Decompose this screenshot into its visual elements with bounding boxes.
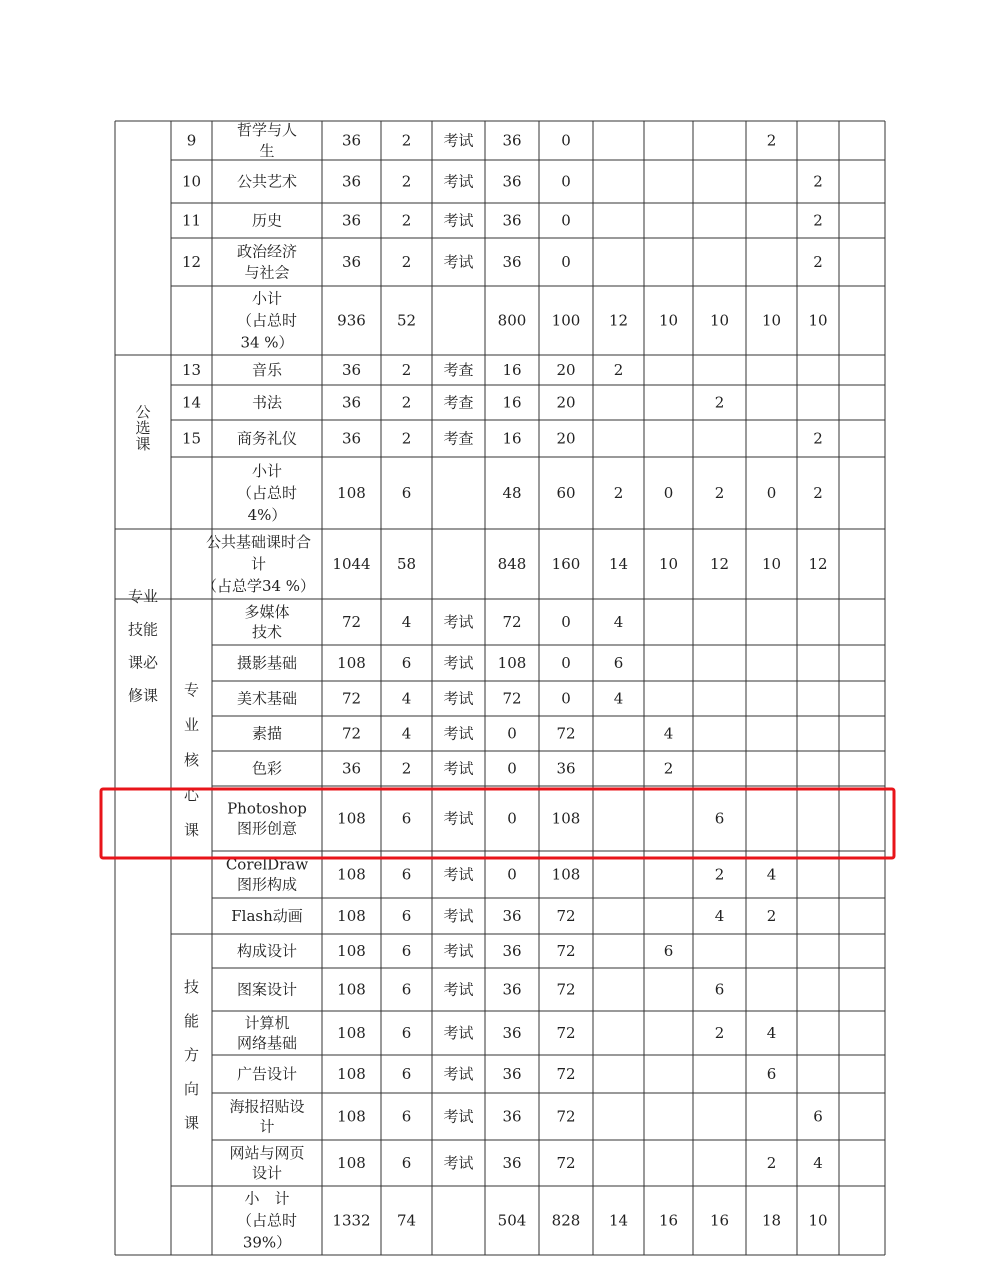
cell-practice: 72	[556, 1065, 576, 1083]
cell-theory: 36	[502, 253, 522, 271]
cell-s2: 10	[658, 311, 679, 330]
cell-credits: 6	[401, 1107, 412, 1126]
cell-s4: 4	[766, 865, 777, 884]
cell-s1: 4	[613, 613, 624, 631]
cell-hours: 108	[337, 809, 366, 828]
cell-s4: 10	[761, 311, 782, 330]
skill-group-label: 技能方向课	[183, 978, 200, 1132]
cell-assess: 考试	[443, 1154, 474, 1172]
cell-theory: 36	[502, 980, 522, 999]
cell-assess: 考试	[443, 942, 474, 960]
cell-hours: 36	[341, 211, 362, 230]
cell-assess: 考查	[443, 429, 474, 448]
cell-s3: 10	[709, 311, 730, 330]
cell-practice: 72	[556, 942, 576, 960]
cell-hours: 1332	[332, 1211, 371, 1230]
cell-course: 摄影基础	[236, 654, 298, 672]
cell-theory: 36	[502, 1107, 522, 1126]
cell-hours: 1044	[332, 555, 371, 573]
cell-s1: 12	[608, 311, 629, 330]
cell-credits: 2	[401, 429, 412, 448]
cell-course: Photoshop 图形创意	[227, 799, 307, 838]
cell-course: 美术基础	[236, 689, 298, 708]
cell-no: 10	[181, 172, 202, 191]
cell-practice: 20	[556, 361, 576, 379]
cell-hours: 36	[341, 253, 362, 271]
cell-credits: 2	[401, 211, 412, 230]
cell-s3: 2	[714, 865, 725, 884]
cell-s4: 10	[761, 555, 782, 573]
cell-no: 13	[181, 361, 202, 379]
cell-s5: 2	[813, 253, 823, 271]
elective-group-label: 公选课	[135, 403, 151, 453]
cell-s1: 2	[613, 361, 624, 379]
cell-credits: 6	[401, 1154, 412, 1172]
cell-course: 历史	[251, 211, 283, 230]
cell-assess: 考试	[443, 907, 474, 925]
cell-course: 多媒体技术	[244, 603, 290, 641]
cell-s5: 12	[808, 555, 828, 573]
cell-theory: 36	[502, 907, 522, 925]
cell-credits: 6	[401, 1024, 412, 1042]
cell-theory: 36	[502, 131, 522, 150]
subtotal-label: 小 计（占总时 39%）	[236, 1189, 298, 1252]
cell-s3: 2	[714, 484, 725, 502]
cell-assess: 考试	[443, 613, 474, 631]
cell-credits: 4	[401, 613, 412, 631]
cell-hours: 108	[337, 1024, 366, 1042]
cell-hours: 108	[337, 484, 366, 502]
cell-practice: 0	[561, 131, 571, 150]
cell-course: 音乐	[251, 361, 283, 379]
cell-s4: 18	[761, 1211, 782, 1230]
cell-theory: 36	[502, 1065, 522, 1083]
cell-theory: 36	[502, 211, 522, 230]
cell-course: 色彩	[251, 759, 283, 778]
cell-course: CorelDraw 图形构成	[225, 855, 309, 894]
cell-practice: 72	[556, 724, 576, 743]
cell-no: 11	[181, 211, 202, 230]
cell-credits: 2	[401, 361, 412, 379]
cell-course: 哲学与人生	[236, 121, 298, 160]
cell-practice: 72	[556, 1024, 576, 1042]
cell-course: 图案设计	[236, 980, 298, 999]
cell-assess: 考查	[443, 361, 474, 379]
cell-s5: 2	[813, 172, 823, 191]
cell-s2: 6	[663, 942, 674, 960]
cell-practice: 0	[561, 211, 571, 230]
cell-hours: 108	[337, 1065, 366, 1083]
cell-theory: 848	[497, 555, 527, 573]
cell-no: 14	[181, 393, 202, 412]
cell-theory: 0	[507, 724, 517, 743]
subtotal-label: 小计（占总时 4%）	[236, 462, 298, 524]
subtotal-label: 小计（占总时 34 %）	[236, 289, 298, 352]
cell-s3: 2	[714, 1024, 725, 1042]
cell-practice: 0	[561, 654, 571, 672]
cell-theory: 16	[502, 361, 522, 379]
cell-s5: 2	[813, 429, 823, 448]
cell-s2: 0	[663, 484, 674, 502]
cell-assess: 考查	[443, 393, 474, 412]
cell-course: 书法	[251, 393, 283, 412]
cell-practice: 36	[556, 759, 576, 778]
cell-credits: 4	[401, 689, 412, 708]
cell-assess: 考试	[443, 724, 474, 743]
cell-hours: 36	[341, 172, 362, 191]
cell-s4: 4	[766, 1024, 777, 1042]
cell-s2: 4	[663, 724, 674, 743]
cell-credits: 6	[401, 809, 412, 828]
cell-credits: 74	[396, 1211, 417, 1230]
cell-hours: 36	[341, 759, 362, 778]
cell-hours: 108	[337, 1107, 366, 1126]
cell-course: 海报招贴设计	[229, 1097, 305, 1136]
cell-credits: 2	[401, 131, 412, 150]
cell-theory: 16	[502, 393, 522, 412]
cell-credits: 2	[401, 393, 412, 412]
cell-s3: 6	[714, 980, 725, 999]
cell-theory: 0	[507, 759, 517, 778]
cell-s1: 14	[608, 555, 629, 573]
cell-s2: 16	[658, 1211, 679, 1230]
cell-hours: 936	[337, 311, 366, 330]
professional-group-label: 专业技能课必修课	[127, 587, 159, 705]
cell-practice: 108	[551, 809, 581, 828]
cell-s1: 6	[613, 654, 624, 672]
highlight-box	[101, 789, 894, 858]
cell-credits: 6	[401, 942, 412, 960]
cell-hours: 36	[341, 429, 362, 448]
cell-assess: 考试	[443, 689, 474, 708]
cell-s3: 4	[714, 907, 725, 925]
cell-credits: 6	[401, 865, 412, 884]
cell-credits: 6	[401, 484, 412, 502]
core-group-label: 专业核心课	[183, 681, 200, 839]
cell-s1: 14	[608, 1211, 629, 1230]
cell-s5: 2	[813, 211, 823, 230]
cell-theory: 72	[502, 689, 522, 708]
cell-hours: 36	[341, 393, 362, 412]
cell-s5: 10	[808, 311, 828, 330]
cell-theory: 0	[507, 865, 517, 884]
cell-credits: 6	[401, 654, 412, 672]
cell-s5: 2	[813, 484, 823, 502]
cell-s3: 12	[709, 555, 730, 573]
cell-assess: 考试	[443, 1107, 474, 1126]
cell-assess: 考试	[443, 172, 474, 191]
cell-s1: 4	[613, 689, 624, 708]
table-cells	[128, 121, 828, 1252]
cell-no: 15	[181, 429, 202, 448]
cell-s4: 0	[766, 484, 777, 502]
cell-theory: 48	[502, 484, 522, 502]
cell-course: Flash动画	[231, 907, 303, 925]
cell-assess: 考试	[443, 1065, 474, 1083]
cell-practice: 828	[551, 1211, 581, 1230]
cell-theory: 36	[502, 1024, 522, 1042]
cell-credits: 2	[401, 172, 412, 191]
cell-practice: 72	[556, 1154, 576, 1172]
cell-assess: 考试	[443, 980, 474, 999]
cell-practice: 0	[561, 613, 571, 631]
cell-course: 公共艺术	[236, 172, 298, 191]
cell-practice: 160	[551, 555, 581, 573]
cell-assess: 考试	[443, 253, 474, 271]
cell-practice: 72	[556, 907, 576, 925]
cell-course: 网站与网页设计	[229, 1144, 305, 1182]
cell-hours: 108	[337, 1154, 366, 1172]
table-grid	[115, 121, 885, 1255]
cell-s4: 6	[766, 1065, 777, 1083]
cell-hours: 36	[341, 361, 362, 379]
cell-theory: 504	[497, 1211, 527, 1230]
cell-s3: 2	[714, 393, 725, 412]
cell-assess: 考试	[443, 809, 474, 828]
cell-hours: 72	[341, 724, 362, 743]
cell-practice: 20	[556, 429, 576, 448]
cell-credits: 58	[396, 555, 417, 573]
cell-practice: 0	[561, 253, 571, 271]
cell-assess: 考试	[443, 131, 474, 150]
cell-theory: 16	[502, 429, 522, 448]
cell-credits: 6	[401, 1065, 412, 1083]
cell-course: 政治经济与社会	[236, 242, 298, 282]
cell-credits: 52	[396, 311, 417, 330]
cell-s3: 16	[709, 1211, 730, 1230]
cell-theory: 108	[497, 654, 527, 672]
cell-credits: 6	[401, 907, 412, 925]
cell-s4: 2	[766, 907, 777, 925]
cell-theory: 72	[502, 613, 522, 631]
cell-theory: 36	[502, 942, 522, 960]
cell-assess: 考试	[443, 865, 474, 884]
cell-s4: 2	[766, 131, 777, 150]
cell-assess: 考试	[443, 211, 474, 230]
cell-practice: 0	[561, 689, 571, 708]
cell-no: 9	[186, 131, 197, 150]
cell-no: 12	[181, 253, 202, 271]
cell-credits: 2	[401, 253, 412, 271]
cell-course: 广告设计	[236, 1065, 298, 1083]
cell-practice: 72	[556, 1107, 576, 1126]
cell-course: 构成设计	[236, 942, 298, 960]
cell-hours: 36	[341, 131, 362, 150]
cell-credits: 2	[401, 759, 412, 778]
cell-hours: 108	[337, 980, 366, 999]
cell-hours: 108	[337, 865, 366, 884]
cell-credits: 6	[401, 980, 412, 999]
cell-practice: 72	[556, 980, 576, 999]
cell-theory: 800	[497, 311, 527, 330]
cell-s2: 2	[663, 759, 674, 778]
cell-assess: 考试	[443, 654, 474, 672]
cell-s5: 6	[813, 1107, 823, 1126]
cell-course: 商务礼仪	[236, 429, 298, 448]
cell-course: 计算机网络基础	[236, 1014, 298, 1052]
cell-assess: 考试	[443, 1024, 474, 1042]
cell-course: 素描	[251, 724, 283, 743]
cell-hours: 72	[341, 613, 362, 631]
cell-practice: 20	[556, 393, 576, 412]
cell-assess: 考试	[443, 759, 474, 778]
cell-s5: 4	[813, 1154, 823, 1172]
cell-hours: 108	[337, 942, 366, 960]
cell-hours: 108	[337, 654, 366, 672]
cell-hours: 72	[341, 689, 362, 708]
cell-s5: 10	[808, 1211, 828, 1230]
cell-practice: 100	[551, 311, 581, 330]
cell-s3: 6	[714, 809, 725, 828]
cell-s2: 10	[658, 555, 679, 573]
cell-practice: 60	[556, 484, 576, 502]
cell-s4: 2	[766, 1154, 777, 1172]
cell-s1: 2	[613, 484, 624, 502]
cell-credits: 4	[401, 724, 412, 743]
cell-theory: 0	[507, 809, 517, 828]
cell-practice: 108	[551, 865, 581, 884]
cell-theory: 36	[502, 1154, 522, 1172]
public-total-label: 公共基础课时合计（占总学34 %）	[201, 533, 316, 595]
cell-theory: 36	[502, 172, 522, 191]
cell-hours: 108	[337, 907, 366, 925]
cell-practice: 0	[561, 172, 571, 191]
